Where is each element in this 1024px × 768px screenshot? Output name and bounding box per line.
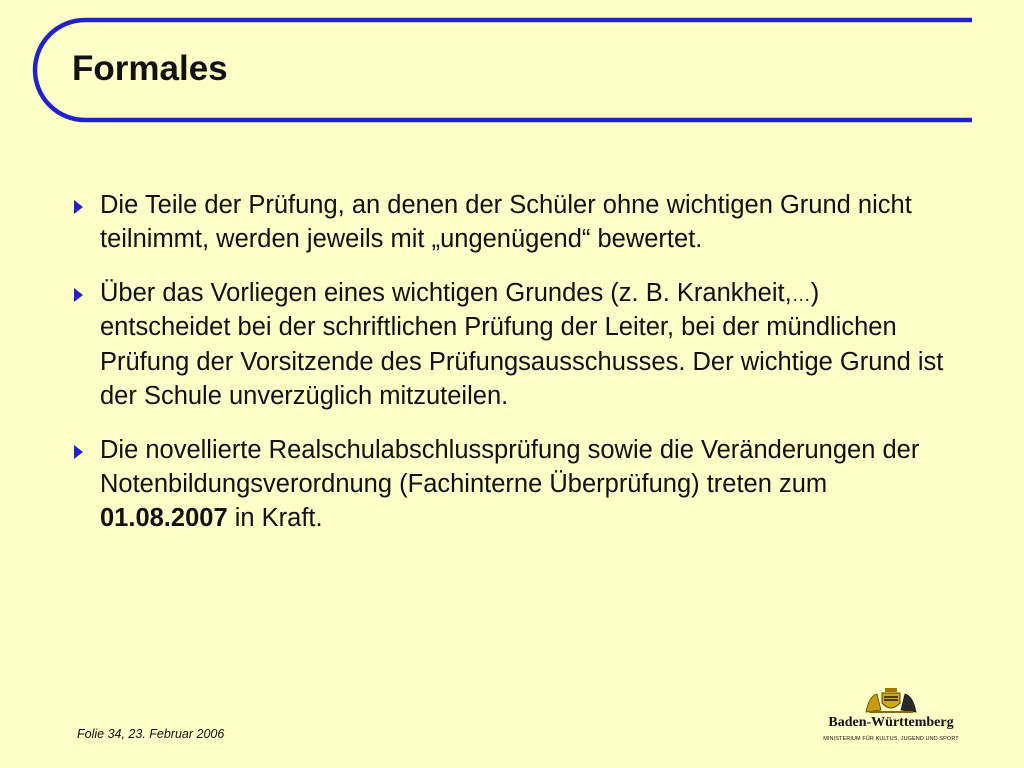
slide-title: Formales bbox=[72, 49, 228, 88]
logo-subtitle: MINISTERIUM FÜR KULTUS, JUGEND UND SPORT bbox=[823, 736, 959, 742]
bullet-text: ) entscheidet bei der schriftlichen Prüfung der Leiter, bei der mündlichen Prüfung der Vorsitzende des Prüfungsausschusses. Der wichtige Grund ist der Schule unverzüglich mitzuteilen. bbox=[100, 278, 944, 411]
bullet-item bbox=[66, 433, 946, 536]
logo-wordmark: Baden-Württemberg bbox=[828, 715, 954, 730]
baden-wuerttemberg-logo bbox=[818, 688, 964, 748]
bullet-ellipsis: … bbox=[791, 284, 811, 306]
bullet-arrow-icon bbox=[74, 445, 83, 459]
bullet-arrow-icon bbox=[74, 200, 83, 214]
bullet-arrow-icon bbox=[74, 288, 83, 302]
bullet-text: in Kraft. bbox=[227, 504, 323, 533]
bullet-text: Die novellierte Realschulabschlussprüfung sowie die Veränderungen der Notenbildungsverordnung (Fachinterne Überprüfung) treten zum bbox=[100, 435, 920, 498]
bullet-list bbox=[66, 188, 946, 536]
bullet-item bbox=[66, 276, 946, 414]
bullet-text: Über das Vorliegen eines wichtigen Grundes (z. B. Krankheit, bbox=[100, 278, 792, 307]
bullet-text: Die Teile der Prüfung, an denen der Schüler ohne wichtigen Grund nicht teilnimmt, werden jeweils mit „ungenügend“ bewertet. bbox=[100, 191, 912, 254]
coat-of-arms-icon bbox=[863, 688, 919, 714]
bullet-item bbox=[66, 188, 946, 257]
slide-footer: Folie 34, 23. Februar 2006 bbox=[77, 727, 225, 741]
effective-date: 01.08.2007 bbox=[100, 504, 228, 533]
